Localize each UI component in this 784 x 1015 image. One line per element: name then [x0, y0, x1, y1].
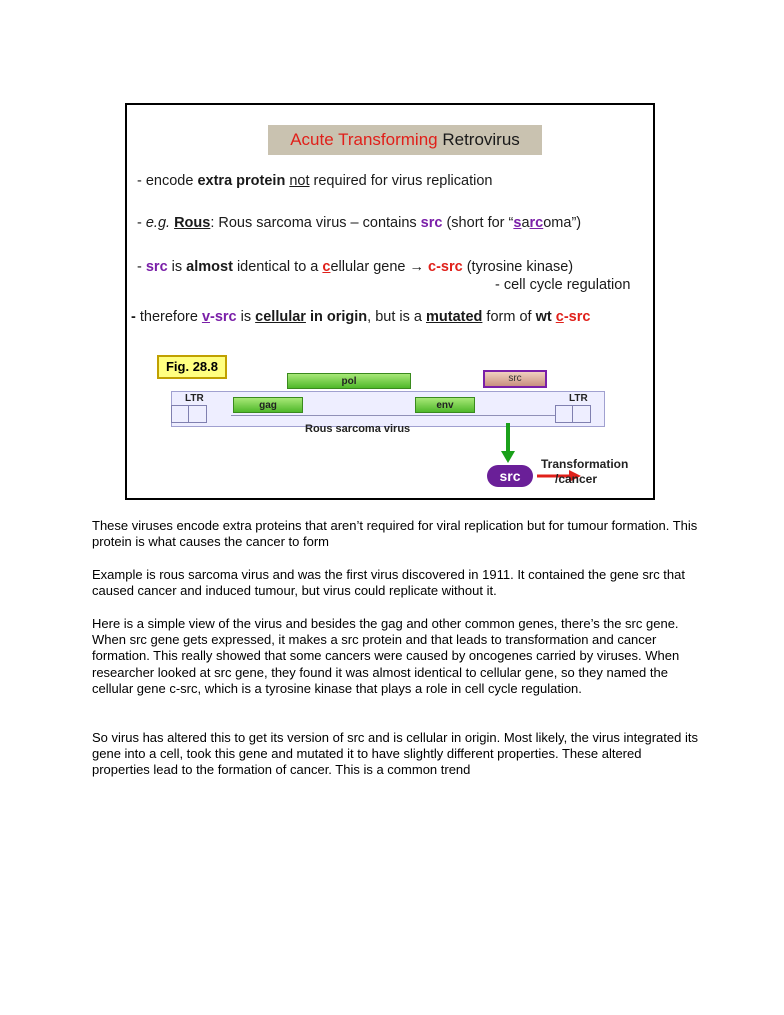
- paragraph-2: Example is rous sarcoma virus and was the first virus discovered in 1911. It contained the gene src that caused cancer and induced tumour, but virus could replicate without it.: [92, 567, 685, 599]
- slide-bullet-2: - e.g. Rous: Rous sarcoma virus – contains src (short for “sarcoma”): [137, 215, 582, 231]
- figure-28-8: [157, 355, 637, 495]
- slide-bullet-3: - src is almost identical to a cellular gene → c-src (tyrosine kinase): [137, 259, 574, 275]
- gene-src: src: [483, 370, 547, 388]
- gene-gag: gag: [233, 397, 303, 413]
- gene-pol: pol: [287, 373, 411, 389]
- gene-env: env: [415, 397, 475, 413]
- genome-line: [231, 415, 581, 416]
- paragraph-3: Here is a simple view of the virus and besides the gag and other common genes, there’s the src gene. When src gene gets expressed, it makes a src protein and that leads to transformation and cancer formation. This really showed that some cancers were caused by oncogenes carried by viruses. When researcher looked at src gene, they found it was almost identical to cellular gene, so they named the cellular gene c-src, which is a tyrosine kinase that plays a role in cell cycle regulation.: [92, 616, 680, 696]
- ltr-left-box: [171, 405, 207, 423]
- ltr-right-label: LTR: [569, 393, 588, 404]
- paragraph-4: So virus has altered this to get its version of src and is cellular in origin. Most likely, the virus integrated its gene into a cell, took this gene and mutated it to have slightly different properties. These altered properties lead to the formation of cancer. This is a common trend: [92, 730, 698, 778]
- src-protein: src: [487, 465, 533, 487]
- paragraph-1: These viruses encode extra proteins that aren’t required for viral replication but for tumour formation. This protein is what causes the cancer to form: [92, 518, 698, 550]
- slide-title-black: Retrovirus: [437, 130, 520, 149]
- virus-label: Rous sarcoma virus: [305, 423, 411, 435]
- slide-title-red: Acute Transforming: [290, 130, 438, 149]
- slide-bullet-1: - encode extra protein not required for virus replication: [137, 173, 493, 189]
- slide-title: [268, 125, 542, 155]
- figure-label: Fig. 28.8: [157, 355, 227, 379]
- slide-image: [125, 103, 655, 500]
- arrow-down-icon: [501, 423, 515, 465]
- transformation-label: Transformation /cancer: [541, 457, 629, 486]
- ltr-left-label: LTR: [185, 393, 204, 404]
- slide-bullet-4: - therefore v-src is cellular in origin, but is a mutated form of wt c-src: [131, 309, 591, 325]
- slide-bullet-3-sub: - cell cycle regulation: [495, 277, 631, 293]
- ltr-right-box: [555, 405, 591, 423]
